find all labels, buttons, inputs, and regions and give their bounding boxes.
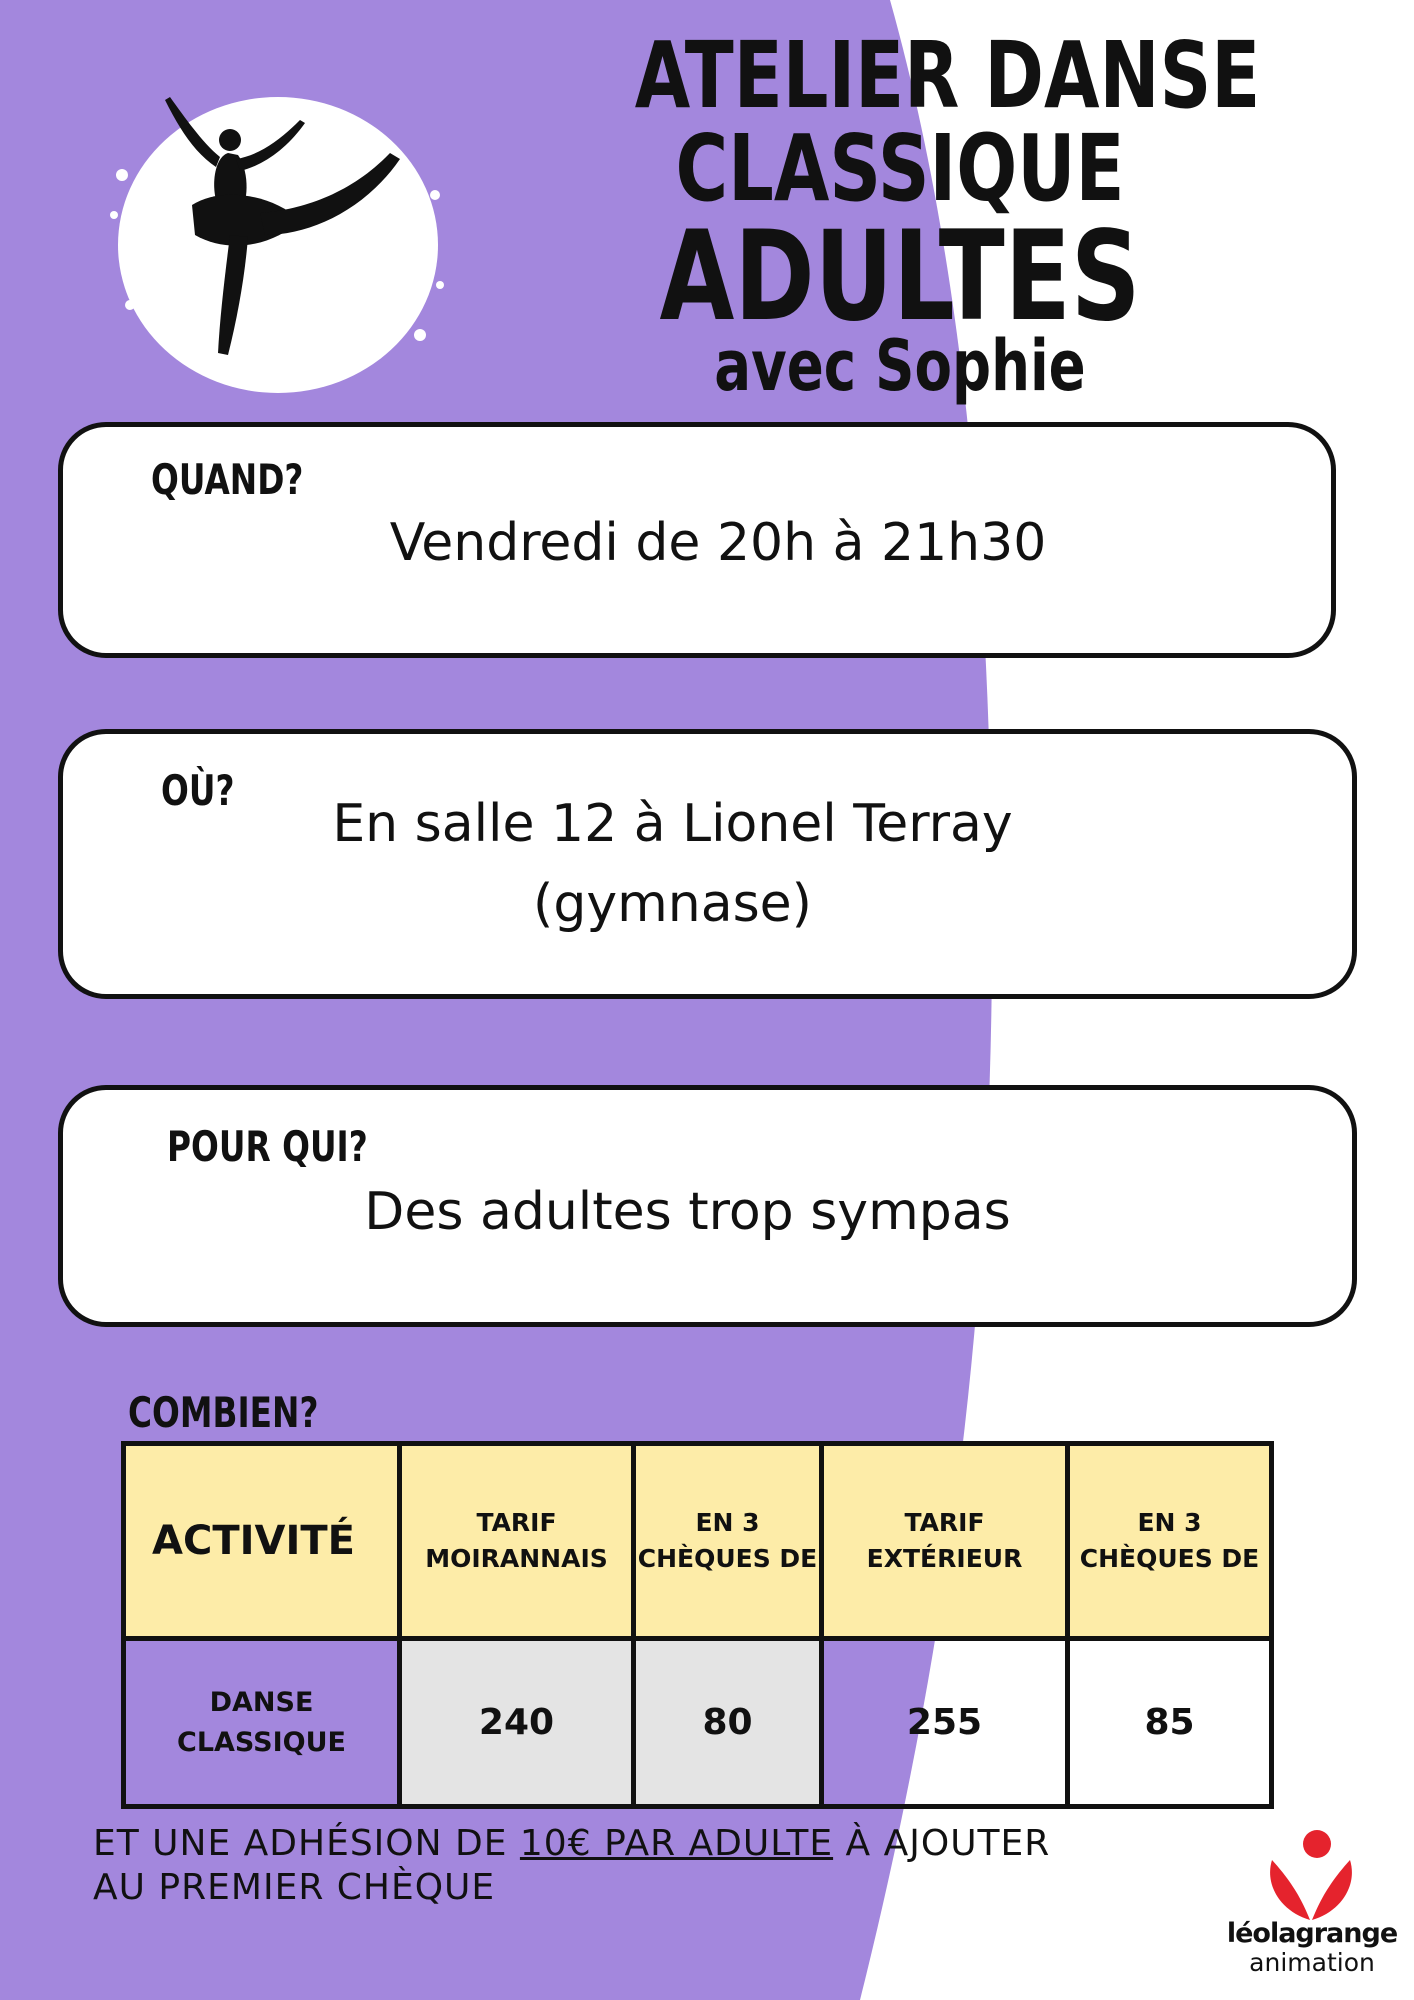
when-text: Vendredi de 20h à 21h30 [389,513,1047,573]
header-tarif-exterieur: TARIF EXTÉRIEUR [822,1444,1068,1639]
for-whom-label: POUR QUI? [167,1122,368,1171]
cell-cheques-2: 85 [1068,1639,1272,1807]
cell-activite: DANSE CLASSIQUE [124,1639,400,1807]
cell-tarif-exterieur: 255 [822,1639,1068,1807]
membership-note-part1: ET UNE ADHÉSION DE [93,1823,520,1864]
logo-subtitle: animation [1249,1948,1375,1977]
for-whom-text: Des adultes trop sympas [364,1182,1011,1242]
logo-name: léolagrange [1226,1918,1398,1949]
title-subtitle: avec Sophie [714,325,1086,407]
cell-tarif-moirannais: 240 [400,1639,634,1807]
pricing-label: COMBIEN? [128,1388,319,1437]
where-card [58,729,1357,999]
cell-cheques-1: 80 [634,1639,822,1807]
membership-note-part2: À AJOUTER AU PREMIER CHÈQUE [93,1823,1051,1908]
title-line-2: CLASSIQUE [675,115,1125,222]
header-tarif-moirannais: TARIF MOIRANNAIS [400,1444,634,1639]
pricing-table [121,1441,1274,1809]
where-text-line1: En salle 12 à Lionel Terray [332,794,1013,854]
table-row [124,1639,1272,1807]
title-line-1: ATELIER DANSE [634,22,1261,129]
when-card [58,422,1336,658]
ballerina-silhouette-icon [100,85,460,405]
title-line-3: ADULTES [659,205,1141,349]
header-activite: ACTIVITÉ [124,1444,400,1639]
header-cheques-1: EN 3 CHÈQUES DE [634,1444,822,1639]
membership-note-amount: 10€ PAR ADULTE [519,1823,834,1864]
header-cheques-2: EN 3 CHÈQUES DE [1068,1444,1272,1639]
pricing-header-row [124,1444,1272,1639]
when-label: QUAND? [151,455,304,504]
membership-note [93,1822,1113,1910]
leo-lagrange-heart-logo [1262,1826,1358,1922]
where-text-line2: (gymnase) [533,874,812,934]
for-whom-card [58,1085,1357,1327]
where-label: OÙ? [161,766,235,815]
